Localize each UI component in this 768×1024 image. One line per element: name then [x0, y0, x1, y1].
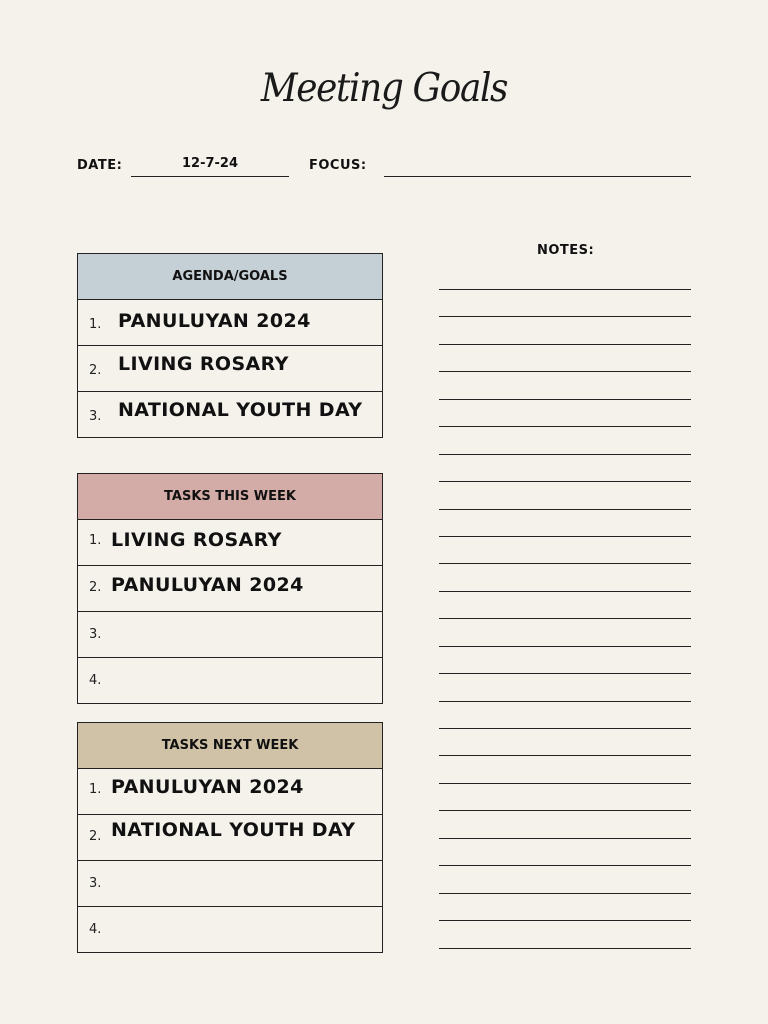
note-line[interactable] [439, 920, 691, 947]
note-line[interactable] [439, 701, 691, 728]
note-line[interactable] [439, 810, 691, 837]
row-text: LIVING ROSARY [111, 529, 282, 551]
note-line[interactable] [439, 371, 691, 398]
task-row[interactable] [78, 815, 382, 861]
row-text: PANULUYAN 2024 [111, 776, 304, 798]
agenda-row[interactable] [78, 392, 382, 437]
tasks-this-week-table [77, 473, 383, 704]
note-line[interactable] [439, 454, 691, 481]
note-line[interactable] [439, 755, 691, 782]
row-number: 3. [89, 876, 102, 891]
note-line[interactable] [439, 618, 691, 645]
row-number: 3. [89, 627, 102, 642]
tasks-next-week-table [77, 722, 383, 953]
note-line[interactable] [439, 481, 691, 508]
row-text: PANULUYAN 2024 [118, 310, 311, 332]
note-line[interactable] [439, 728, 691, 755]
agenda-row[interactable] [78, 346, 382, 392]
notes-label: NOTES: [537, 243, 595, 258]
note-line[interactable] [439, 536, 691, 563]
page-title: Meeting Goals [260, 66, 508, 111]
row-number: 1. [89, 782, 102, 797]
note-line[interactable] [439, 893, 691, 920]
agenda-header: AGENDA/GOALS [78, 254, 382, 300]
focus-underline [384, 176, 691, 177]
focus-label: FOCUS: [309, 158, 367, 173]
note-line[interactable] [439, 399, 691, 426]
row-number: 2. [89, 580, 102, 595]
row-number: 2. [89, 363, 102, 378]
task-row[interactable] [78, 658, 382, 703]
date-underline [131, 176, 289, 177]
agenda-row[interactable] [78, 300, 382, 346]
date-label: DATE: [77, 158, 123, 173]
task-row[interactable] [78, 861, 382, 907]
row-text: LIVING ROSARY [118, 353, 289, 375]
date-value[interactable]: 12-7-24 [181, 156, 239, 171]
row-number: 1. [89, 317, 102, 332]
note-line[interactable] [439, 509, 691, 536]
row-text: NATIONAL YOUTH DAY [118, 399, 363, 421]
note-line[interactable] [439, 344, 691, 371]
task-row[interactable] [78, 907, 382, 952]
note-line[interactable] [439, 426, 691, 453]
note-line[interactable] [439, 673, 691, 700]
agenda-table [77, 253, 383, 438]
note-line[interactable] [439, 563, 691, 590]
row-number: 1. [89, 533, 102, 548]
note-line[interactable] [439, 316, 691, 343]
row-number: 2. [89, 829, 102, 844]
row-number: 4. [89, 922, 102, 937]
row-text: NATIONAL YOUTH DAY [111, 819, 356, 841]
tasks-this-week-header: TASKS THIS WEEK [78, 474, 382, 520]
tasks-next-week-header: TASKS NEXT WEEK [78, 723, 382, 769]
note-line[interactable] [439, 783, 691, 810]
note-line[interactable] [439, 865, 691, 892]
note-line[interactable] [439, 838, 691, 865]
row-number: 4. [89, 673, 102, 688]
task-row[interactable] [78, 769, 382, 815]
task-row[interactable] [78, 520, 382, 566]
note-line[interactable] [439, 289, 691, 316]
row-text: PANULUYAN 2024 [111, 574, 304, 596]
task-row[interactable] [78, 566, 382, 612]
row-number: 3. [89, 409, 102, 424]
task-row[interactable] [78, 612, 382, 658]
note-line[interactable] [439, 591, 691, 618]
note-line[interactable] [439, 646, 691, 673]
note-line[interactable] [439, 948, 691, 949]
notes-lines[interactable] [439, 289, 691, 949]
